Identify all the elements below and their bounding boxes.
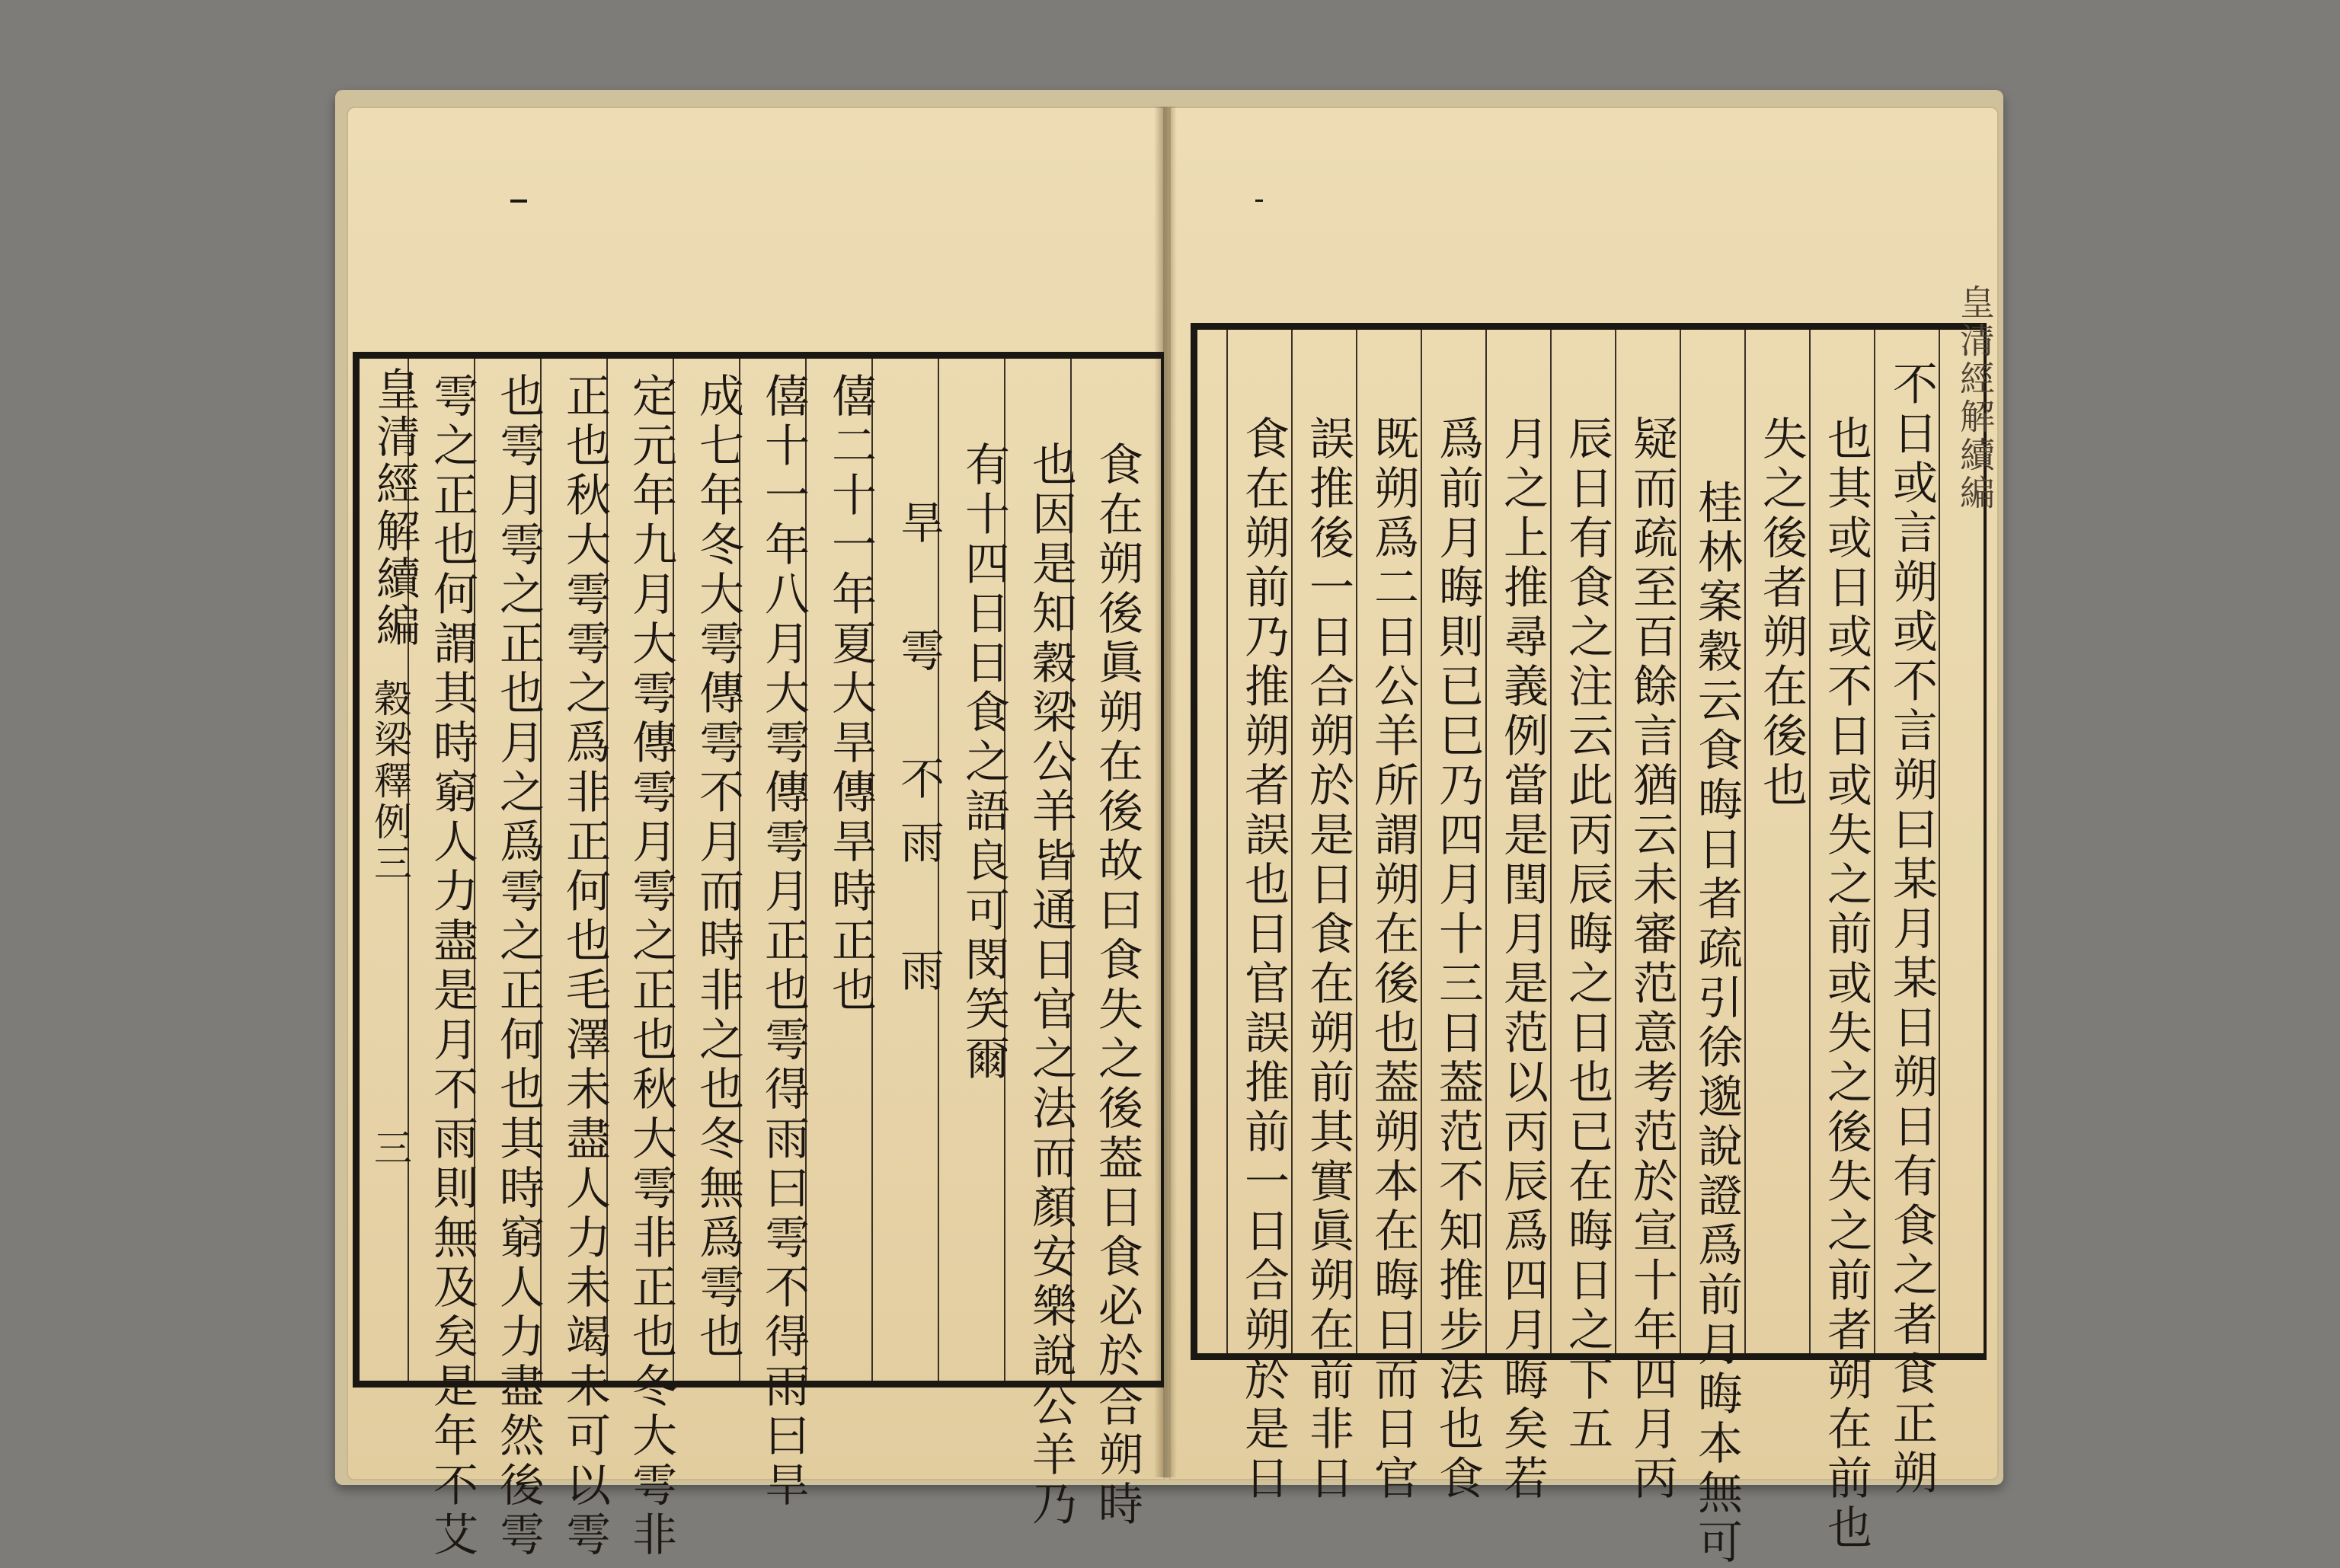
text-column: 定元年九月大雩傳雩月雩之正也秋大雩非正也冬大雩非 (625, 372, 677, 1560)
text-column: 辰日有食之注云此丙辰晦之日也已在晦日之下五 (1561, 415, 1613, 1455)
margin-book-title: 皇清經解續編 (1955, 284, 1996, 513)
column-rule (1226, 330, 1228, 1353)
text-column: 疑而疏至百餘言猶云未審范意考范於宣十年四月丙 (1626, 415, 1678, 1504)
column-rule (1550, 330, 1552, 1353)
text-column: 爲前月晦則已巳乃四月十三日葢范不知推步法也食 (1431, 415, 1484, 1504)
ink-mark (510, 200, 527, 203)
text-column: 僖二十一年夏大旱傳旱時正也 (824, 372, 877, 1016)
text-column: 失之後者朔在後也 (1755, 415, 1808, 811)
text-column: 成七年冬大雩傳雩不月而時非之也冬無爲雩也 (692, 372, 744, 1362)
column-rule (1421, 330, 1422, 1353)
ink-mark (1255, 200, 1263, 202)
column-rule (1939, 330, 1940, 1353)
text-column: 食在朔前乃推朔者誤也日官誤推前一日合朔於是日 (1237, 415, 1290, 1504)
text-column: 正也秋大雩雩之爲非正何也毛澤未盡人力未竭未可以雩 (558, 372, 611, 1560)
text-column: 也因是知穀梁公羊皆通日官之法而顏安樂說公羊乃 (1025, 441, 1077, 1530)
column-rule (1356, 330, 1357, 1353)
text-column: 食在朔後眞朔在後故曰食失之後葢日食必於合朔時 (1091, 441, 1143, 1530)
text-column: 月之上推尋義例當是閏月是范以丙辰爲四月晦矣若 (1496, 415, 1549, 1504)
text-column: 僖十一年八月大雩傳雩月正也雩得雨曰雩不得雨曰旱 (757, 372, 810, 1511)
column-rule (1680, 330, 1681, 1353)
column-rule (1809, 330, 1811, 1353)
text-column: 雩之正也何謂其時窮人力盡是月不雨則無及矣是年不艾 (426, 372, 478, 1560)
column-rule (1291, 330, 1293, 1353)
section-heading: 旱 雩 不雨 雨 (893, 500, 945, 1011)
text-column: 桂林案穀云食晦日者疏引徐邈說證爲前月晦本無可 (1690, 479, 1743, 1568)
text-column: 也其或日或不日或失之前或失之後失之前者朔在前也 (1820, 415, 1872, 1554)
text-column: 既朔爲二日公羊所謂朔在後也葢朔本在晦日而日官 (1367, 415, 1419, 1504)
text-column: 也雩月雩之正也月之爲雩之正何也其時窮人力盡然後雩 (492, 372, 545, 1560)
margin-chapter-title: 穀梁釋例三 (368, 679, 412, 884)
left-text-frame (353, 352, 1164, 1560)
text-column: 誤推後一日合朔於是日食在朔前其實眞朔在前非日 (1302, 415, 1354, 1504)
right-text-frame (1191, 284, 1996, 1568)
column-rule (1485, 330, 1487, 1353)
text-column: 有十四日日食之語良可閔笑爾 (957, 441, 1010, 1084)
page-number: 三 (368, 1128, 412, 1169)
margin-book-title: 皇清經解續編 (369, 366, 420, 650)
column-rule (1874, 330, 1875, 1353)
column-rule (1615, 330, 1616, 1353)
text-column: 不日或言朔或不言朔曰某月某日朔日有食之者食正朔 (1885, 360, 1938, 1499)
column-rule (1744, 330, 1746, 1353)
